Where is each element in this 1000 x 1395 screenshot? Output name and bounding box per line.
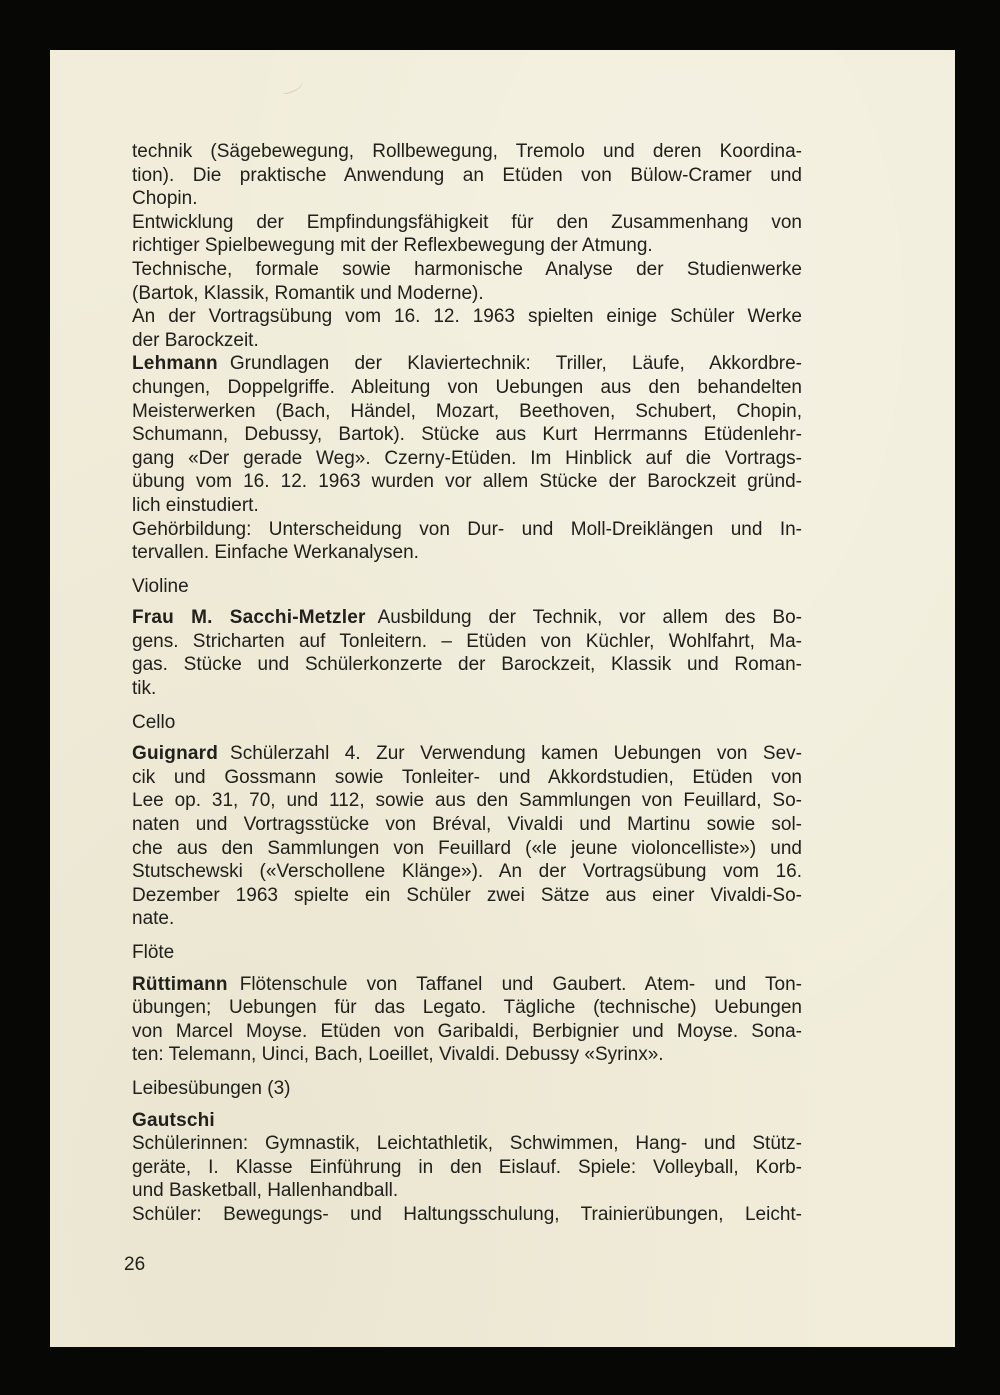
text-line: tervallen. Einfache Werkanalysen. — [132, 542, 419, 564]
text-line: cik und Gossmann sowie Tonleiter- und Akkordstudien, Etüden von — [132, 766, 802, 788]
section-heading: Violine — [132, 575, 189, 597]
lead-name: Guignard — [132, 743, 219, 765]
text-line: gang «Der gerade Weg». Czerny-Etüden. Im Hinblick auf die Vortrags- — [132, 447, 802, 469]
paragraph — [132, 973, 802, 1067]
text-line: Guignard Schülerzahl 4. Zur Verwendung kamen Uebungen von Sev- — [132, 743, 802, 765]
lead-name: Frau M. Sacchi-Metzler — [132, 607, 366, 629]
text-line: Frau M. Sacchi-Metzler Ausbildung der Technik, vor allem des Bo- — [132, 607, 802, 629]
text-line: lich einstudiert. — [132, 494, 259, 516]
text-line: Schumann, Debussy, Bartok). Stücke aus Kurt Herrmanns Etüdenlehr- — [132, 424, 802, 446]
text-line: tik. — [132, 678, 157, 700]
text-line: und Basketball, Hallenhandball. — [132, 1180, 399, 1202]
text-line: che aus den Sammlungen von Feuillard («le jeune violoncelliste») und — [132, 837, 802, 859]
lead-name: Rüttimann — [132, 973, 228, 995]
text-line: tion). Die praktische Anwendung an Etüden von Bülow-Cramer und — [132, 164, 802, 186]
text-line: Chopin. — [132, 188, 198, 210]
paragraph — [132, 140, 802, 211]
paragraph — [132, 518, 802, 565]
page-number: 26 — [124, 1253, 146, 1275]
text-line: Schülerinnen: Gymnastik, Leichtathletik, Schwimmen, Hang- und Stütz- — [132, 1133, 802, 1155]
text-line: An der Vortragsübung vom 16. 12. 1963 spielten einige Schüler Werke — [132, 306, 802, 328]
text-line: gas. Stücke und Schülerkonzerte der Barockzeit, Klassik und Roman- — [132, 654, 802, 676]
text-line: Lehmann Grundlagen der Klaviertechnik: Triller, Läufe, Akkordbre- — [132, 353, 802, 375]
text-line: der Barockzeit. — [132, 329, 259, 351]
text-line: Meisterwerken (Bach, Händel, Mozart, Beethoven, Schubert, Chopin, — [132, 400, 802, 422]
text-line: nate. — [132, 908, 175, 930]
text-line: Rüttimann Flötenschule von Taffanel und Gaubert. Atem- und Ton- — [132, 973, 802, 995]
text-line — [132, 1109, 802, 1133]
paragraph — [132, 211, 802, 258]
section-heading: Flöte — [132, 942, 175, 963]
text-line: geräte, I. Klasse Einführung in den Eislauf. Spiele: Volleyball, Korb- — [132, 1156, 802, 1178]
text-line: Lee op. 31, 70, und 112, sowie aus den Sammlungen von Feuillard, So- — [132, 790, 802, 812]
paragraph — [132, 352, 802, 517]
page — [50, 50, 955, 1347]
text-line: von Marcel Moyse. Etüden von Garibaldi, Berbignier und Moyse. Sona- — [132, 1020, 802, 1042]
lead-name: Gautschi — [132, 1109, 215, 1131]
text-line: Dezember 1963 spielte ein Schüler zwei Sätze aus einer Vivaldi-So- — [132, 884, 802, 906]
text-line: gens. Stricharten auf Tonleitern. – Etüden von Küchler, Wohlfahrt, Ma- — [132, 630, 802, 652]
paragraph — [132, 258, 802, 305]
section-heading: Cello — [132, 711, 176, 733]
text-line: Schüler: Bewegungs- und Haltungsschulung, Trainierübungen, Leicht- — [132, 1203, 802, 1225]
text-line: chungen, Doppelgriffe. Ableitung von Uebungen aus den behandelten — [132, 376, 802, 398]
text-line: ten: Telemann, Uinci, Bach, Loeillet, Vivaldi. Debussy «Syrinx». — [132, 1044, 664, 1066]
text-line: übung vom 16. 12. 1963 wurden vor allem Stücke der Barockzeit gründ- — [132, 471, 802, 493]
paragraph — [132, 305, 802, 352]
text-line: naten und Vortragsstücke von Bréval, Vivaldi und Martinu sowie sol- — [132, 814, 802, 836]
text-line: (Bartok, Klassik, Romantik und Moderne). — [132, 282, 484, 304]
section-heading: Leibesübungen (3) — [132, 1077, 291, 1099]
text-line: technik (Sägebewegung, Rollbewegung, Tremolo und deren Koordina- — [132, 141, 802, 162]
paragraph — [132, 742, 802, 931]
paragraph — [132, 1109, 802, 1227]
text-line: richtiger Spielbewegung mit der Reflexbewegung der Atmung. — [132, 235, 653, 257]
scan-scratch-artifact — [279, 75, 304, 95]
text-line: Entwicklung der Empfindungsfähigkeit für den Zusammenhang von — [132, 211, 802, 233]
text-line: Stutschewski («Verschollene Klänge»). An der Vortragsübung vom 16. — [132, 861, 802, 883]
text-line: übungen; Uebungen für das Legato. Tägliche (technische) Uebungen — [132, 997, 802, 1019]
text-column — [124, 140, 802, 1276]
text-line: Gehörbildung: Unterscheidung von Dur- und Moll-Dreiklängen und In- — [132, 518, 802, 540]
text-line: Technische, formale sowie harmonische Analyse der Studienwerke — [132, 258, 802, 280]
paragraph — [132, 606, 802, 700]
lead-name: Lehmann — [132, 353, 218, 375]
